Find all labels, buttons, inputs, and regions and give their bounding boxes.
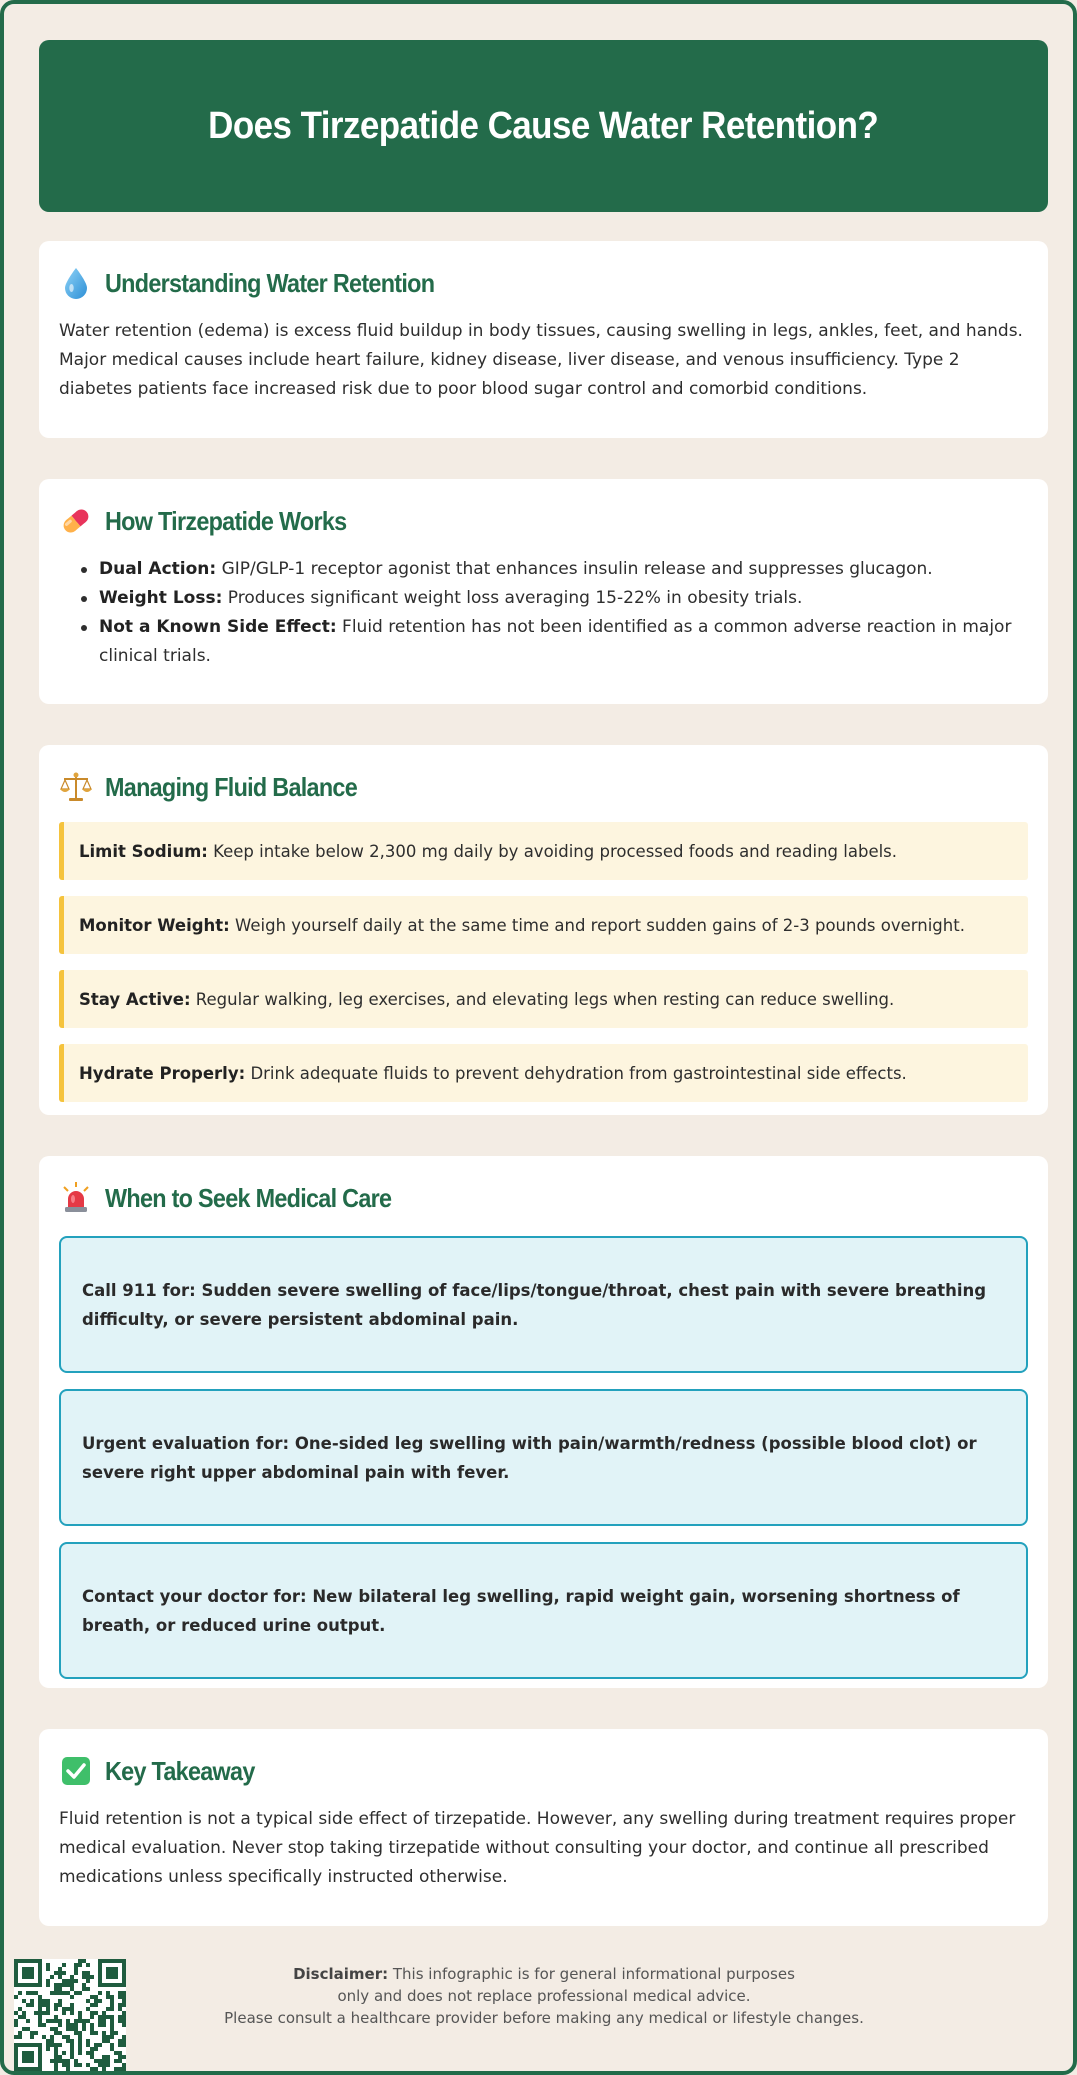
card-medical-care [39, 1156, 1048, 1688]
check-box-icon [59, 1754, 93, 1788]
benefits-list [59, 555, 1028, 671]
card-takeaway [39, 1729, 1048, 1926]
tips-list [59, 822, 1028, 1102]
card-how-it-works [39, 479, 1048, 704]
siren-icon [59, 1181, 93, 1215]
pill-icon [59, 504, 93, 538]
section-text: Fluid retention is not a typical side effect of tirzepatide. However, any swelling during treatment requires proper medical evaluation. Never stop taking tirzepatide without consulting your doctor, and continue all prescribed medications unless specifically instructed otherwise. [59, 1809, 1016, 1887]
header-banner [39, 40, 1048, 212]
tip-item: Stay Active: Regular walking, leg exercises, and elevating legs when resting can reduce swelling. [59, 970, 1028, 1028]
alert-emergency: Call 911 for: Sudden severe swelling of face/lips/tongue/throat, chest pain with severe breathing difficulty, or severe persistent abdominal pain. [59, 1236, 1028, 1373]
alerts-list [59, 1236, 1028, 1679]
card-understanding [39, 241, 1048, 438]
page-title: Does Tirzepatide Cause Water Retention? [208, 104, 879, 147]
alert-urgent: Urgent evaluation for: One-sided leg swelling with pain/warmth/redness (possible blood clot) or severe right upper abdominal pain with fever. [59, 1389, 1028, 1526]
list-item: Dual Action: GIP/GLP-1 receptor agonist that enhances insulin release and suppresses glucagon. [81, 555, 1028, 584]
disclaimer: Disclaimer: This infographic is for general informational purposes only and does not replace professional medical advice. Please consult a healthcare provider before making any medical or lifestyle changes. [224, 1965, 864, 2027]
section-title: When to Seek Medical Care [105, 1182, 392, 1213]
tip-item: Limit Sodium: Keep intake below 2,300 mg daily by avoiding processed foods and reading labels. [59, 822, 1028, 880]
alert-contact-doctor: Contact your doctor for: New bilateral leg swelling, rapid weight gain, worsening shortness of breath, or reduced urine output. [59, 1542, 1028, 1679]
tip-item: Hydrate Properly: Drink adequate fluids to prevent dehydration from gastrointestinal side effects. [59, 1044, 1028, 1102]
section-title: Understanding Water Retention [105, 267, 435, 298]
scales-icon [59, 770, 93, 804]
section-text: Water retention (edema) is excess fluid buildup in body tissues, causing swelling in legs, ankles, feet, and hands. Major medical causes include heart failure, kidney disease, liver disease, and venous insufficiency. Type 2 diabetes patients face increased risk due to poor blood sugar control and comorbid conditions. [59, 321, 1023, 399]
card-managing [39, 745, 1048, 1115]
section-title: Managing Fluid Balance [105, 771, 357, 802]
section-title: Key Takeaway [105, 1755, 255, 1786]
qr-code [14, 1959, 126, 2071]
section-title: How Tirzepatide Works [105, 505, 347, 536]
footer [4, 1959, 1077, 2069]
list-item: Weight Loss: Produces significant weight loss averaging 15-22% in obesity trials. [81, 584, 1028, 613]
tip-item: Monitor Weight: Weigh yourself daily at the same time and report sudden gains of 2-3 pounds overnight. [59, 896, 1028, 954]
droplet-icon [59, 266, 93, 300]
list-item: Not a Known Side Effect: Fluid retention has not been identified as a common adverse reaction in major clinical trials. [81, 613, 1028, 671]
